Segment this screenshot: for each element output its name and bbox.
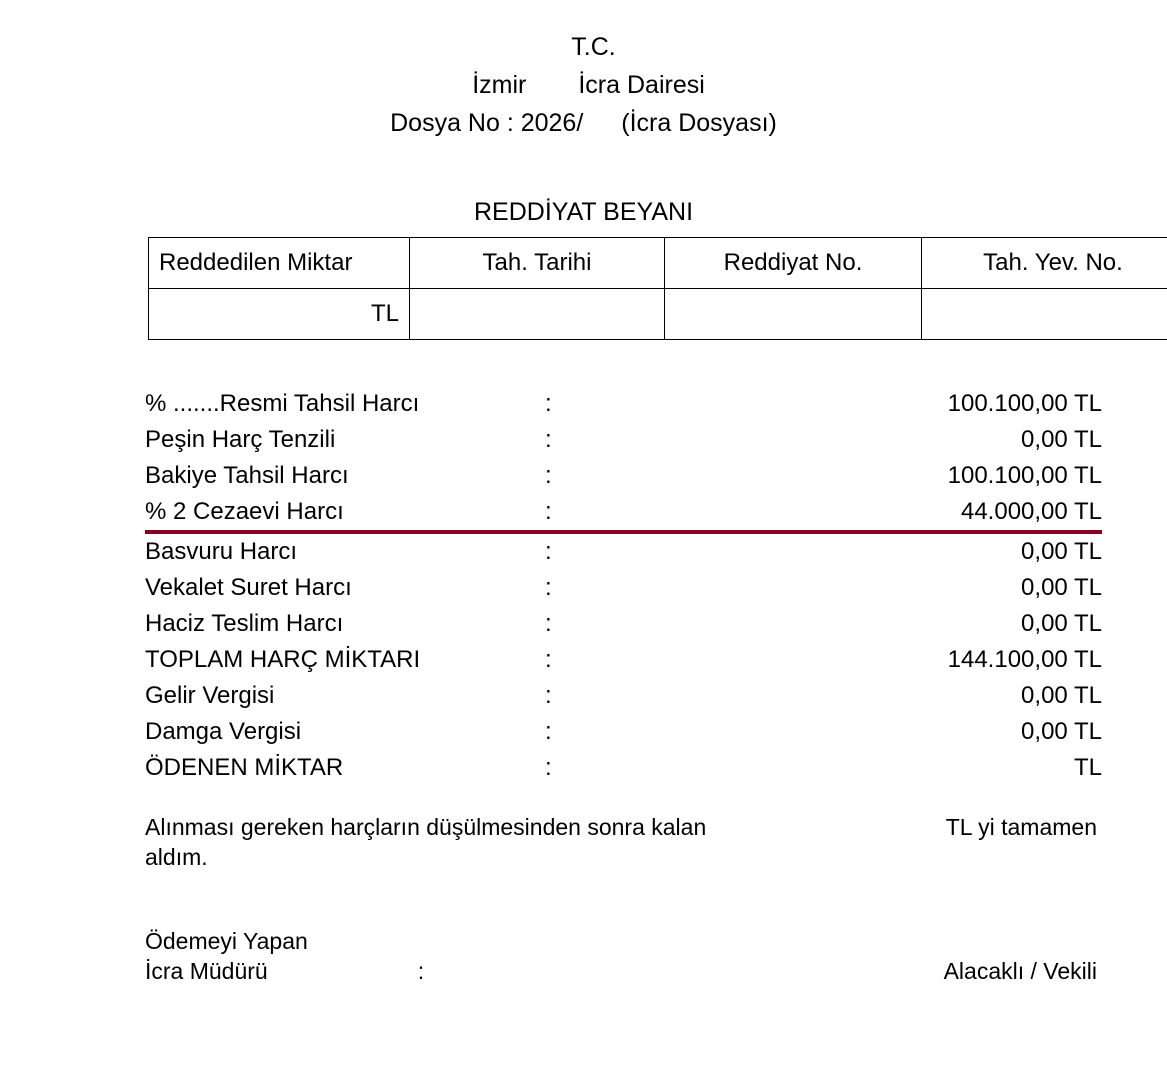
fee-amount: 0,00 TL [1021, 426, 1102, 453]
page-title: REDDİYAT BEYANI [473, 198, 694, 226]
signature-payer [145, 926, 424, 986]
header-file-line [0, 104, 1167, 142]
fee-amount: 100.100,00 TL [947, 462, 1102, 489]
fee-amount: 0,00 TL [1021, 610, 1102, 637]
fee-row [145, 422, 1102, 458]
fee-label: Haciz Teslim Harcı [145, 610, 344, 637]
table-cell-reddedilen-miktar[interactable]: TL [149, 289, 410, 340]
fee-amount: 0,00 TL [1021, 538, 1102, 565]
table-col-tah-tarihi: Tah. Tarihi [410, 238, 665, 289]
statement-text [145, 812, 785, 872]
table-col-reddiyat-no: Reddiyat No. [665, 238, 922, 289]
fee-label: Basvuru Harcı [145, 538, 298, 565]
table-col-reddedilen-miktar: Reddedilen Miktar [149, 238, 410, 289]
fee-colon: : [545, 682, 552, 709]
fee-colon: : [545, 498, 552, 525]
signature-officer-label: İcra Müdürü [145, 958, 268, 984]
fee-row [145, 386, 1102, 422]
fee-row [145, 750, 1102, 786]
header-office-name: İcra Dairesi [578, 71, 705, 99]
fee-amount: TL [1073, 754, 1102, 781]
fee-amount: 144.100,00 TL [947, 646, 1102, 673]
header-city: İzmir [472, 71, 527, 99]
fee-row [145, 714, 1102, 750]
fee-label: % .......Resmi Tahsil Harcı [145, 390, 420, 417]
signature-payer-label: Ödemeyi Yapan [145, 928, 308, 954]
fee-colon: : [545, 390, 552, 417]
fee-label: Vekalet Suret Harcı [145, 574, 352, 601]
fee-list [145, 386, 1102, 786]
statement-amount-note: TL yi tamamen [945, 814, 1097, 840]
fee-label: Damga Vergisi [145, 718, 302, 745]
fee-label: % 2 Cezaevi Harcı [145, 498, 344, 525]
fee-amount: 0,00 TL [1021, 574, 1102, 601]
header-country-code: T.C. [571, 33, 616, 61]
fee-amount: 100.100,00 TL [947, 390, 1102, 417]
fee-label: Peşin Harç Tenzili [145, 426, 336, 453]
fee-colon: : [545, 754, 552, 781]
statement-closing-line: aldım. [145, 844, 208, 870]
reddiyat-table [148, 237, 1167, 340]
fee-label: Bakiye Tahsil Harcı [145, 462, 349, 489]
fee-row [145, 458, 1102, 494]
document-header [0, 28, 1167, 142]
header-office-line [0, 66, 1167, 104]
fee-row [145, 534, 1102, 570]
fee-colon: : [545, 718, 552, 745]
fee-amount: 44.000,00 TL [960, 498, 1102, 525]
fee-colon: : [545, 610, 552, 637]
statement-main-line: Alınması gereken harçların düşülmesinden sonra kalan [145, 814, 707, 840]
header-file-label: Dosya No : 2026/ [390, 109, 584, 137]
header-file-type: (İcra Dosyası) [621, 109, 777, 137]
fee-colon: : [545, 574, 552, 601]
signature-officer-line [145, 956, 424, 986]
signature-officer-colon: : [417, 958, 425, 984]
signature-creditor: Alacaklı / Vekili [943, 958, 1097, 984]
fee-row [145, 606, 1102, 642]
fee-row [145, 570, 1102, 606]
fee-amount: 0,00 TL [1021, 682, 1102, 709]
fee-colon: : [545, 426, 552, 453]
table-header-row [149, 238, 1167, 289]
fee-colon: : [545, 462, 552, 489]
table-cell-reddiyat-no[interactable] [665, 289, 922, 340]
table-cell-tah-tarihi[interactable] [410, 289, 665, 340]
table-row [149, 289, 1167, 340]
fee-row [145, 678, 1102, 714]
table-col-tah-yev-no: Tah. Yev. No. [922, 238, 1167, 289]
fee-colon: : [545, 646, 552, 673]
table-cell-tah-yev-no[interactable] [922, 289, 1167, 340]
fee-label: TOPLAM HARÇ MİKTARI [145, 646, 421, 673]
fee-label: Gelir Vergisi [145, 682, 275, 709]
fee-label: ÖDENEN MİKTAR [145, 754, 344, 781]
fee-row [145, 642, 1102, 678]
fee-row [145, 494, 1102, 534]
fee-colon: : [545, 538, 552, 565]
fee-amount: 0,00 TL [1021, 718, 1102, 745]
